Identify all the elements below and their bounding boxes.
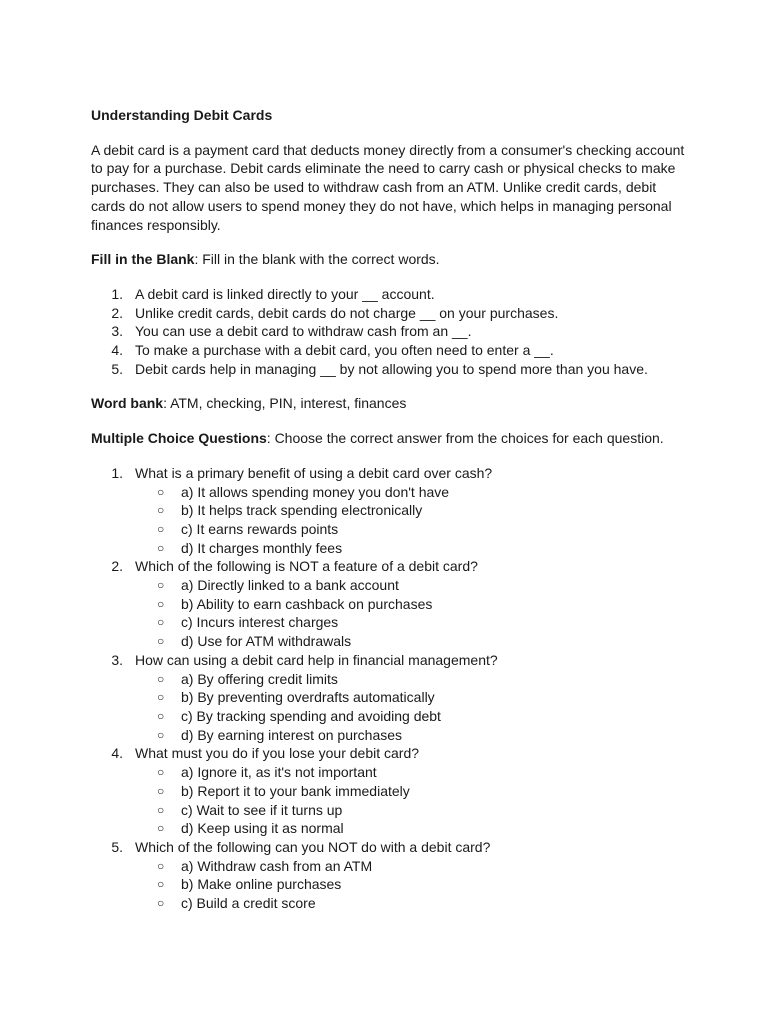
list-item [91,285,691,304]
circle-bullet-icon: ○ [157,521,165,536]
choice-item [135,501,691,520]
choice-item [135,801,691,820]
choice-item [135,688,691,707]
choice-text: d) By earning interest on purchases [181,726,403,743]
choice-text: b) Ability to earn cashback on purchases [181,595,433,612]
circle-bullet-icon: ○ [157,896,165,911]
item-text: Debit cards help in managing __ by not allowing you to spend more than you have. [135,360,648,377]
item-text: You can use a debit card to withdraw cash from an __. [135,323,472,340]
question-item [91,651,691,745]
circle-bullet-icon: ○ [157,821,165,836]
choice-item [135,483,691,502]
choice-item [135,726,691,745]
circle-bullet-icon: ○ [157,690,165,705]
choice-item [135,894,691,913]
choice-text: a) Directly linked to a bank account [181,577,399,594]
list-item [91,360,691,379]
question-number: 3. [111,651,123,668]
circle-bullet-icon: ○ [157,727,165,742]
choice-list [135,576,691,651]
fill-blank-heading-line [91,250,691,269]
choice-text: a) Withdraw cash from an ATM [181,857,373,874]
fill-blank-heading: Fill in the Blank [91,251,195,268]
choice-item [135,707,691,726]
circle-bullet-icon: ○ [157,858,165,873]
choice-text: c) Wait to see if it turns up [181,801,343,818]
circle-bullet-icon: ○ [157,615,165,630]
intro-paragraph: A debit card is a payment card that deducts money directly from a consumer's checking account to pay for a purchase. Debit cards eliminate the need to carry cash or physical checks to make purchases. They can also be used to withdraw cash from an ATM. Unlike credit cards, debit cards do not allow users to spend money they do not have, which helps in managing personal finances responsibly. [91,141,685,233]
choice-text: c) It earns rewards points [181,520,339,537]
list-item [91,322,691,341]
fill-blank-instruction: : Fill in the blank with the correct words. [194,251,440,268]
circle-bullet-icon: ○ [157,596,165,611]
item-text: A debit card is linked directly to your __ account. [135,285,435,302]
question-text: How can using a debit card help in financial management? [135,651,498,668]
mcq-heading-line [91,429,691,448]
question-text: What must you do if you lose your debit card? [135,745,420,762]
choice-list [135,857,691,913]
circle-bullet-icon: ○ [157,708,165,723]
choice-text: c) By tracking spending and avoiding debt [181,707,441,724]
question-number: 5. [111,838,123,855]
fill-blank-list [91,285,691,379]
word-bank-text: : ATM, checking, PIN, interest, finances [163,395,407,412]
choice-text: b) It helps track spending electronically [181,502,423,519]
list-item [91,304,691,323]
choice-item [135,670,691,689]
item-number: 2. [111,304,123,321]
choice-text: a) By offering credit limits [181,670,338,687]
choice-item [135,857,691,876]
circle-bullet-icon: ○ [157,484,165,499]
word-bank-heading: Word bank [91,395,164,412]
choice-list [135,483,691,558]
question-number: 1. [111,464,123,481]
question-text: What is a primary benefit of using a debit card over cash? [135,464,493,481]
choice-text: a) It allows spending money you don't have [181,483,450,500]
circle-bullet-icon: ○ [157,783,165,798]
item-text: Unlike credit cards, debit cards do not charge __ on your purchases. [135,304,559,321]
circle-bullet-icon: ○ [157,802,165,817]
word-bank-line [91,394,691,413]
choice-text: d) Keep using it as normal [181,820,344,837]
choice-item [135,576,691,595]
choice-item [135,595,691,614]
question-item [91,557,691,651]
choice-item [135,782,691,801]
question-item [91,464,691,558]
choice-text: b) By preventing overdrafts automatically [181,689,435,706]
circle-bullet-icon: ○ [157,765,165,780]
question-item [91,744,691,838]
mcq-instruction: : Choose the correct answer from the choices for each question. [266,430,664,447]
choice-text: d) It charges monthly fees [181,539,343,556]
question-text: Which of the following can you NOT do with a debit card? [135,838,491,855]
choice-text: d) Use for ATM withdrawals [181,633,352,650]
choice-item [135,819,691,838]
choice-list [135,763,691,838]
item-number: 1. [111,285,123,302]
item-number: 4. [111,342,123,359]
document-title: Understanding Debit Cards [91,107,273,123]
choice-text: a) Ignore it, as it's not important [181,764,377,781]
choice-text: c) Incurs interest charges [181,614,339,631]
circle-bullet-icon: ○ [157,671,165,686]
document-page [91,106,691,913]
choice-item [135,875,691,894]
item-number: 5. [111,360,123,377]
choice-text: b) Make online purchases [181,876,342,893]
choice-item [135,539,691,558]
list-item [91,341,691,360]
question-number: 4. [111,745,123,762]
circle-bullet-icon: ○ [157,634,165,649]
question-item [91,838,691,913]
mcq-list [91,464,691,913]
question-text: Which of the following is NOT a feature of a debit card? [135,558,478,575]
circle-bullet-icon: ○ [157,578,165,593]
choice-item [135,613,691,632]
choice-item [135,763,691,782]
circle-bullet-icon: ○ [157,540,165,555]
item-number: 3. [111,323,123,340]
item-text: To make a purchase with a debit card, you often need to enter a __. [135,342,554,359]
choice-item [135,520,691,539]
choice-text: b) Report it to your bank immediately [181,782,410,799]
circle-bullet-icon: ○ [157,503,165,518]
choice-item [135,632,691,651]
mcq-heading: Multiple Choice Questions [91,430,267,447]
circle-bullet-icon: ○ [157,877,165,892]
choice-list [135,670,691,745]
question-number: 2. [111,558,123,575]
choice-text: c) Build a credit score [181,895,316,912]
